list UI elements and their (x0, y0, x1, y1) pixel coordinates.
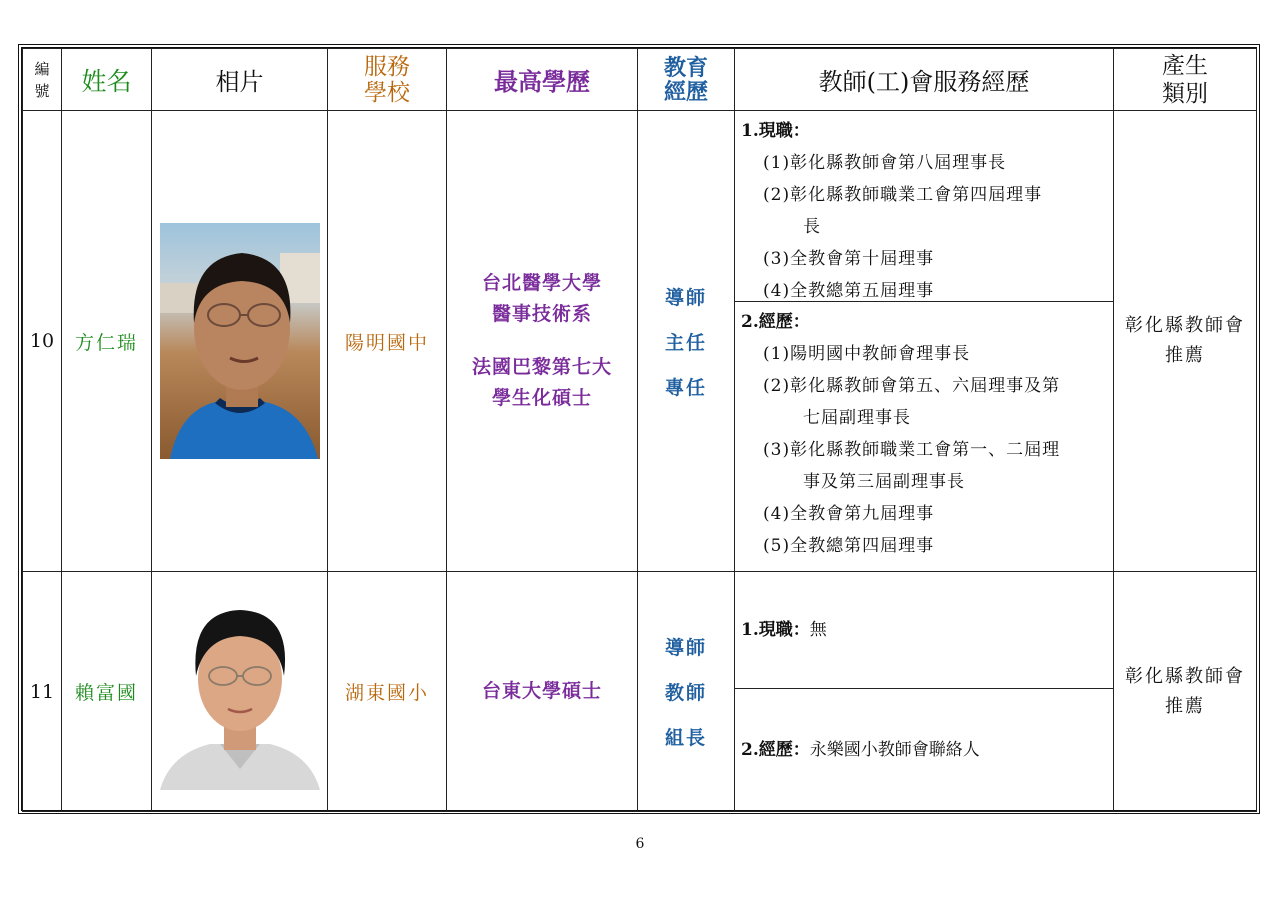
current-position-section: 1.現職：無 (741, 620, 827, 640)
nomination-type: 彰化縣教師會 推薦 (1114, 572, 1257, 812)
school-name: 湖東國小 (328, 572, 447, 812)
portrait-photo (160, 223, 320, 459)
candidate-name: 賴富國 (62, 572, 152, 812)
education-experience: 導師 教師 組長 (638, 572, 735, 812)
highest-education: 台北醫學大學 醫事技術系 法國巴黎第七大 學生化碩士 (447, 111, 638, 572)
header-row (23, 49, 1257, 111)
photo-cell (152, 572, 328, 812)
header-school: 服務 學校 (328, 49, 447, 111)
candidate-table (22, 48, 1257, 812)
union-service-cell (735, 572, 1114, 812)
header-education: 最高學歷 (447, 49, 638, 111)
candidate-table-frame (18, 44, 1260, 814)
past-experience-section: 2.經歷： (1)陽明國中教師會理事長 (2)彰化縣教師會第五、六屆理事及第 七屆副理事長 (3)彰化縣教師職業工會第一、二屆理 事及第三屆副理事長 (4)全教會第九屆理事 (5)全教總第四屆理事 (735, 301, 1113, 571)
header-number: 編號 (23, 49, 62, 111)
school-name: 陽明國中 (328, 111, 447, 572)
row-number: 10 (23, 111, 62, 572)
highest-education: 台東大學碩士 (447, 572, 638, 812)
page-number: 6 (635, 836, 645, 852)
portrait-photo (160, 594, 320, 790)
photo-cell (152, 111, 328, 572)
nomination-type: 彰化縣教師會 推薦 (1114, 111, 1257, 572)
education-experience: 導師 主任 專任 (638, 111, 735, 572)
header-type: 產生 類別 (1114, 49, 1257, 111)
current-position-section: 1.現職： (1)彰化縣教師會第八屆理事長 (2)彰化縣教師職業工會第四屆理事 長 (3)全教會第十屆理事 (4)全教總第五屆理事 (741, 121, 1043, 301)
header-name: 姓名 (62, 49, 152, 111)
row-number: 11 (23, 572, 62, 812)
union-service-cell (735, 111, 1114, 572)
candidate-name: 方仁瑞 (62, 111, 152, 572)
header-photo: 相片 (152, 49, 328, 111)
past-experience-section: 2.經歷：永樂國小教師會聯絡人 (735, 688, 1113, 810)
table-row (23, 572, 1257, 812)
header-experience: 教育 經歷 (638, 49, 735, 111)
header-union-service: 教師(工)會服務經歷 (735, 49, 1114, 111)
table-row (23, 111, 1257, 572)
